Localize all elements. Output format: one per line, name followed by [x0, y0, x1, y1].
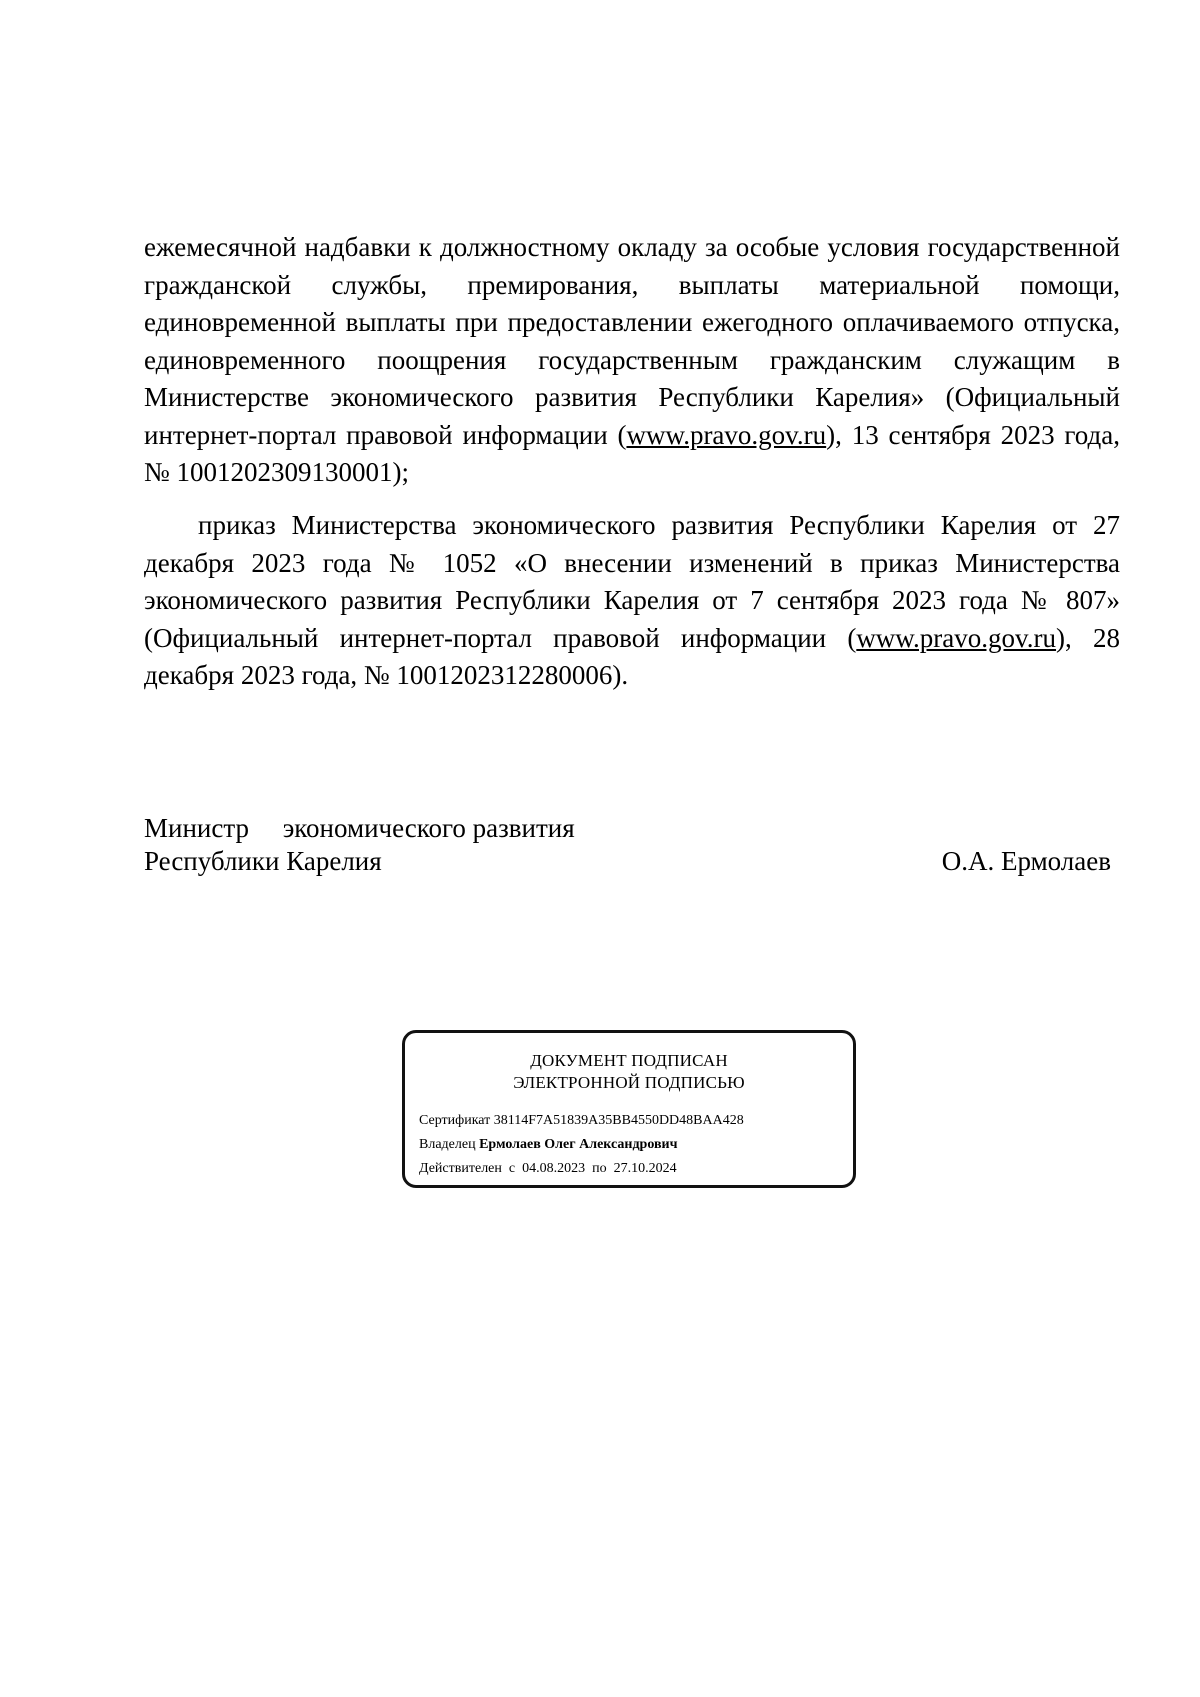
electronic-signature-stamp: [402, 1030, 856, 1188]
paragraph-2-text-after: ), 28 декабря 2023 года, № 1001202312280006).: [144, 622, 1120, 690]
stamp-certificate-label: Сертификат: [419, 1113, 491, 1128]
stamp-valid-to: 27.10.2024: [613, 1161, 677, 1176]
stamp-owner-row: [419, 1135, 678, 1155]
paragraph-1-text-after: ), 13 сентября 2023 года, № 1001202309130001);: [144, 419, 1120, 487]
stamp-owner-label: Владелец: [419, 1137, 476, 1152]
paragraph-2-text: приказ Министерства экономического развития Республики Карелия от 27 декабря 2023 года № 1052 «О внесении изменений в приказ Министерства экономического развития Республики Карелия от 7 сентября 2023 года № 807» (Официальный интернет-портал правовой информации (: [144, 510, 1120, 653]
paragraph-2-link[interactable]: www.pravo.gov.ru: [856, 622, 1057, 653]
stamp-valid-label: Действителен: [419, 1161, 502, 1176]
paragraph-1: [144, 229, 1120, 492]
signatory-name: О.А. Ермолаев: [941, 846, 1111, 876]
paragraph-2: [144, 507, 1120, 695]
signatory-position-line-1: Министр экономического развития: [144, 813, 575, 843]
stamp-valid-from: 04.08.2023: [522, 1161, 586, 1176]
signatory-position-line-2: Республики Карелия: [144, 846, 382, 876]
stamp-owner-value: Ермолаев Олег Александрович: [479, 1137, 678, 1152]
stamp-title: [405, 1050, 853, 1094]
paragraph-1-link[interactable]: www.pravo.gov.ru: [626, 419, 827, 450]
stamp-valid-from-label: с: [508, 1161, 516, 1176]
stamp-validity-row: [419, 1159, 677, 1179]
stamp-valid-to-label: по: [592, 1161, 607, 1176]
stamp-certificate-row: [419, 1111, 744, 1131]
stamp-title-line-1: ДОКУМЕНТ ПОДПИСАН: [530, 1051, 728, 1070]
paragraph-1-text: ежемесячной надбавки к должностному окладу за особые условия государственной гражданской службы, премирования, выплаты материальной помощи, единовременной выплаты при предоставлении ежегодного оплачиваемого отпуска, единовременного поощрения государственным гражданским служащим в Министерстве экономического развития Республики Карелия» (Официальный интернет-портал правовой информации (: [144, 232, 1120, 450]
signatory-position: [144, 812, 575, 878]
stamp-certificate-value: 38114F7A51839A35BB4550DD48BAA428: [493, 1113, 744, 1128]
stamp-title-line-2: ЭЛЕКТРОННОЙ ПОДПИСЬЮ: [513, 1073, 745, 1092]
